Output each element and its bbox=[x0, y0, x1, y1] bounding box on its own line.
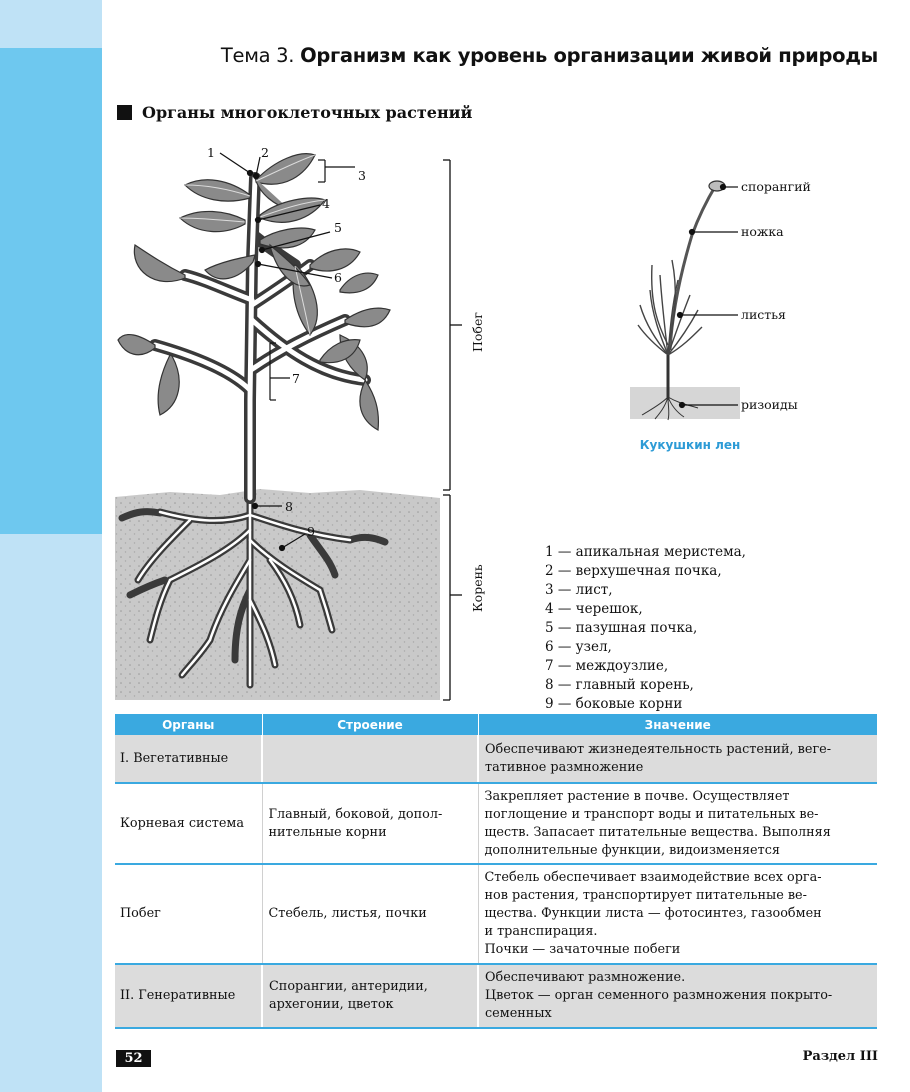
shoot-label: Побег bbox=[470, 312, 485, 352]
cell-structure bbox=[262, 735, 478, 783]
moss-label-rhizoids: ризоиды bbox=[741, 397, 798, 412]
callout-7: 7 bbox=[292, 371, 300, 386]
header-meaning: Значение bbox=[478, 714, 877, 735]
table-row bbox=[115, 735, 877, 783]
legend-item: 5 — пазушная почка, bbox=[545, 620, 698, 636]
moss-caption: Кукушкин лен bbox=[639, 438, 741, 452]
callout-3: 3 bbox=[358, 168, 366, 183]
cell-organ: Корневая система bbox=[115, 783, 262, 864]
legend-item: 1 — апикальная меристема, bbox=[545, 544, 746, 560]
moss-label-stalk: ножка bbox=[741, 224, 784, 239]
table-row bbox=[115, 964, 877, 1028]
page-number: 52 bbox=[116, 1050, 151, 1067]
callout-1: 1 bbox=[207, 145, 215, 160]
topic-number: Тема 3. bbox=[220, 44, 295, 67]
legend-item: 3 — лист, bbox=[545, 582, 613, 598]
cell-structure: Главный, боковой, допол- нительные корни bbox=[262, 783, 478, 864]
cell-meaning: Стебель обеспечивает взаимодействие всех орга- нов растения, транспортирует питательные ве- щества. Функции листа — фотосинтез, газообмен и транспирация. Почки — зачаточные побеги bbox=[478, 864, 877, 964]
callout-2: 2 bbox=[261, 145, 269, 160]
moss-label-sporangium: спорангий bbox=[741, 179, 811, 194]
moss-label-leaves: листья bbox=[741, 307, 786, 322]
root-label: Корень bbox=[470, 564, 485, 612]
organs-table bbox=[115, 714, 877, 1029]
heading-square-icon bbox=[117, 105, 132, 120]
topic-name: Организм как уровень организации живой природы bbox=[300, 44, 878, 67]
section-heading bbox=[117, 103, 472, 122]
cell-meaning: Обеспечивают жизнедеятельность растений, веге- тативное размножение bbox=[478, 735, 877, 783]
legend-item: 4 — черешок, bbox=[545, 601, 643, 617]
legend-item: 9 — боковые корни bbox=[545, 696, 683, 712]
section-heading-text: Органы многоклеточных растений bbox=[142, 103, 473, 122]
moss-stalk bbox=[670, 185, 716, 350]
cell-meaning: Закрепляет растение в почве. Осуществляет поглощение и транспорт воды и питательных ве- ществ. Запасает питательные вещества. Выполняя дополнительные функции, видоизменяется bbox=[478, 783, 877, 864]
callout-4: 4 bbox=[322, 196, 330, 211]
legend-item: 2 — верхушечная почка, bbox=[545, 563, 722, 579]
diagram-legend bbox=[545, 543, 746, 714]
root-bracket bbox=[443, 495, 462, 700]
cell-organ: I. Вегетативные bbox=[115, 735, 262, 783]
legend-item: 6 — узел, bbox=[545, 639, 612, 655]
callout-6: 6 bbox=[334, 270, 342, 285]
cell-structure: Стебель, листья, почки bbox=[262, 864, 478, 964]
table-row bbox=[115, 783, 877, 864]
cell-organ: Побег bbox=[115, 864, 262, 964]
legend-item: 8 — главный корень, bbox=[545, 677, 694, 693]
callout-9: 9 bbox=[307, 524, 315, 539]
shoot-bracket bbox=[443, 160, 462, 490]
cell-organ: II. Генеративные bbox=[115, 964, 262, 1028]
header-structure: Строение bbox=[262, 714, 478, 735]
moss-diagram bbox=[620, 165, 850, 430]
callout-5: 5 bbox=[334, 220, 342, 235]
moss-soil bbox=[630, 387, 740, 419]
plant-diagram bbox=[110, 140, 550, 705]
table-row bbox=[115, 864, 877, 964]
section-label: Раздел III bbox=[802, 1049, 878, 1064]
table-header-row bbox=[115, 714, 877, 735]
side-band-accent bbox=[0, 48, 102, 534]
legend-item: 7 — междоузлие, bbox=[545, 658, 669, 674]
cell-meaning: Обеспечивают размножение. Цветок — орган семенного размножения покрыто- семенных bbox=[478, 964, 877, 1028]
topic-title bbox=[120, 44, 878, 67]
header-organs: Органы bbox=[115, 714, 262, 735]
cell-structure: Спорангии, антеридии, архегонии, цветок bbox=[262, 964, 478, 1028]
callout-8: 8 bbox=[285, 499, 293, 514]
